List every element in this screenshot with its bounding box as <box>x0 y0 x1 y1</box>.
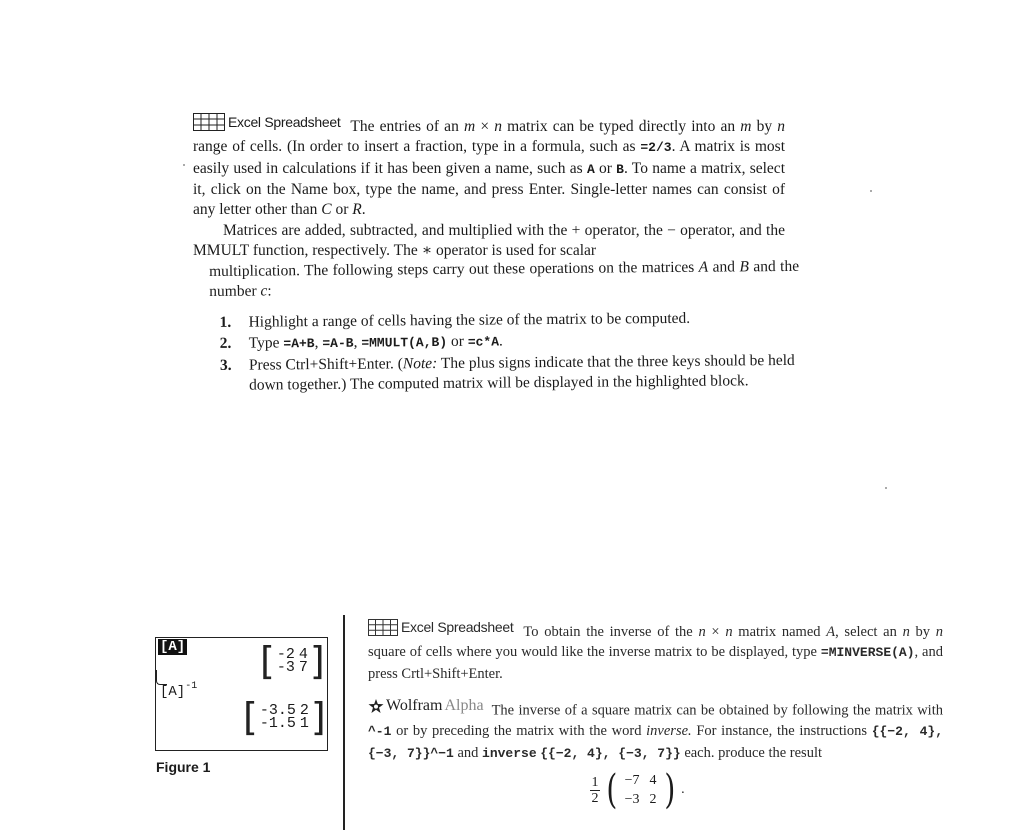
list-item: 2. Type =A+B, =A-B, =MMULT(A,B) or =c*A. <box>219 332 503 352</box>
scan-speck <box>870 190 872 192</box>
excel-label: Excel Spreadsheet <box>228 114 341 130</box>
list-item: 3. Press Ctrl+Shift+Enter. (Note: The plus signs indicate that the three keys should be held down together.) The computed matrix will be displayed in the highlighted block. <box>219 351 795 394</box>
excel-tag <box>368 617 513 638</box>
paragraph-minverse: Excel Spreadsheet To obtain the inverse of the n × n matrix named A, select an n by n square of cells where you would like the inverse matrix to be displayed, type =MINVERSE(A), and press Crtl+Shift+Enter. <box>368 619 943 682</box>
spreadsheet-grid-icon <box>368 619 398 636</box>
excel-label: Excel Spreadsheet <box>401 619 514 635</box>
matrix-a-header: [A] <box>160 639 186 655</box>
paragraph-steps-intro: multiplication. The following steps carry out these operations on the matrices A and B and the number c: <box>209 257 800 300</box>
right-column <box>368 617 943 764</box>
top-section <box>193 112 785 261</box>
continuation-section <box>209 257 800 397</box>
paragraph-matrix-entry: Excel Spreadsheet The entries of an m × n matrix can be typed directly into an m by n range of cells. (In order to insert a fraction, type in a formula, such as =2/3. A matrix is most easily used in calculations if it has been given a name, such as A or B. To name a matrix, select it, click on the Name box, type the name, and press Enter. Single-letter names can consist of any letter other than C or R. <box>193 114 786 219</box>
paragraph-wolfram: Wolfram Alpha The inverse of a square matrix can be obtained by following the matrix with ^-1 or by preceding the matrix with the word inverse. For instance, the instructions {{−2, 4}, {−3, 7}}^−1 and inverse {{−2, 4}, {−3, 7}} each. produce the result <box>368 697 944 761</box>
wolfram-star-icon <box>368 699 384 715</box>
excel-tag <box>193 112 340 132</box>
list-item: 1. Highlight a range of cells having the size of the matrix to be computed. <box>219 309 691 331</box>
column-divider <box>343 615 345 830</box>
figure-caption: Figure 1 <box>156 759 211 775</box>
cursor-mark-icon <box>156 670 167 685</box>
matrix-a-display: [ -2 4 -3 7 ] <box>260 639 325 683</box>
code-fraction: =2/3 <box>640 140 672 156</box>
matrix-inverse-display: [ -3.5 2 -1.5 1 ] <box>243 695 326 739</box>
scan-speck <box>183 164 185 166</box>
result-formula: $\frac{1}{2}$ ( −7 4 −3 2 ) . <box>591 767 685 813</box>
inverse-command: $[A]^{-1}$ <box>160 681 198 700</box>
spreadsheet-grid-icon <box>193 113 225 131</box>
calculator-screen <box>155 637 328 751</box>
fraction-half: $\frac{1}{2}$ <box>591 774 599 806</box>
wolfram-tag: Wolfram Alpha <box>368 696 484 717</box>
scan-speck <box>885 487 887 489</box>
result-matrix: ( −7 4 −3 2 ) <box>606 767 675 813</box>
steps-list <box>209 308 800 396</box>
paragraph-operations: Matrices are added, subtracted, and multiplied with the + operator, the − operator, and the MMULT function, respectively. The ∗ operator is used for scalar <box>193 221 785 259</box>
